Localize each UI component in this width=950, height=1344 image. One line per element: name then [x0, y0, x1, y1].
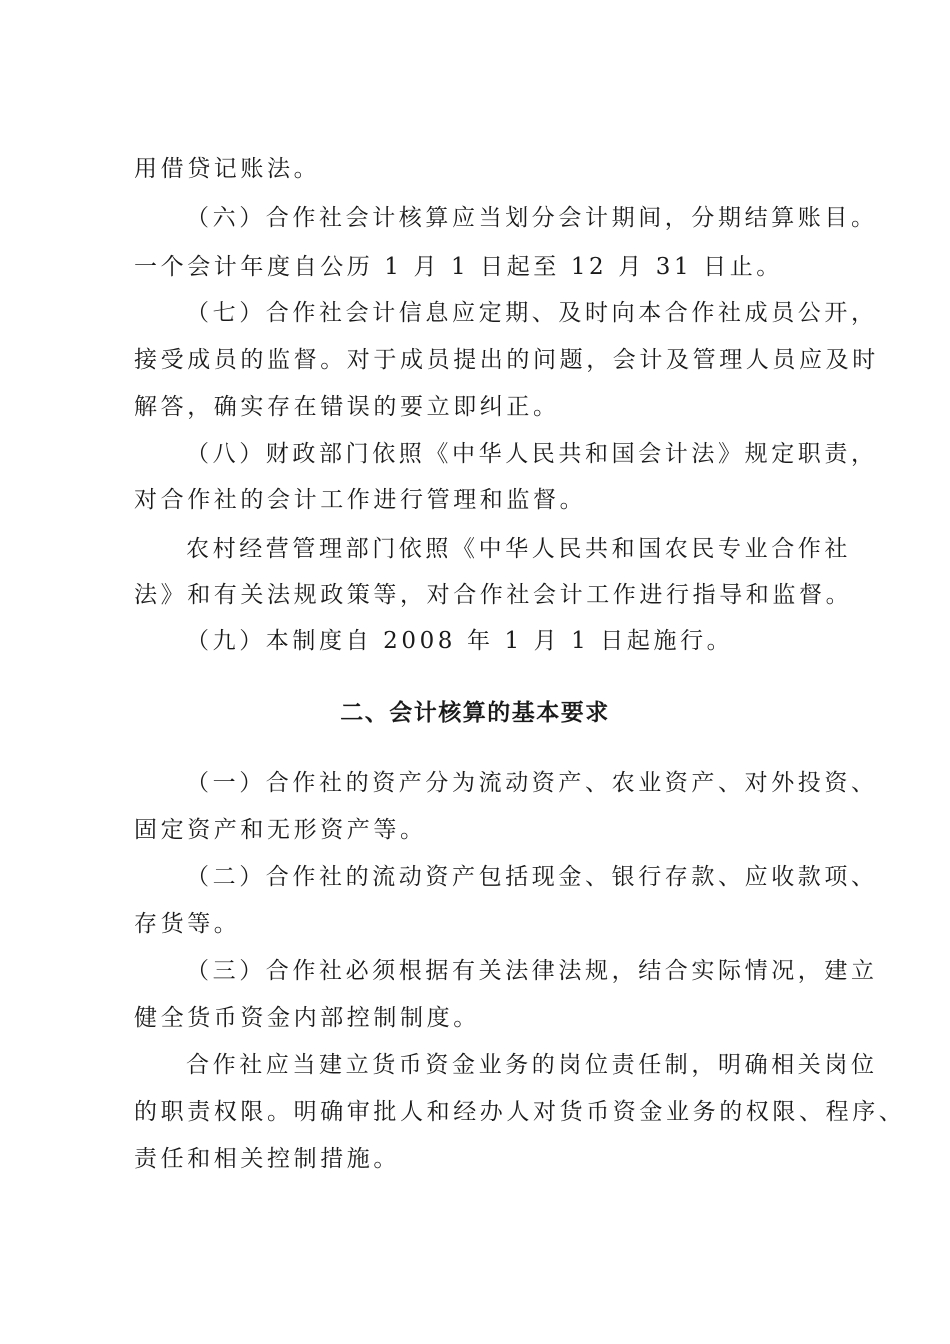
paragraph-line: （六）合作社会计核算应当划分会计期间，分期结算账目。	[186, 205, 878, 231]
section-heading: 二、会计核算的基本要求	[340, 700, 610, 726]
paragraph-line: 法》和有关法规政策等，对合作社会计工作进行指导和监督。	[134, 582, 853, 608]
paragraph-line: 固定资产和无形资产等。	[134, 817, 427, 843]
paragraph-line: 农村经营管理部门依照《中华人民共和国农民专业合作社	[186, 536, 851, 562]
paragraph-line: 合作社应当建立货币资金业务的岗位责任制，明确相关岗位	[186, 1052, 878, 1078]
paragraph-line: 的职责权限。明确审批人和经办人对货币资金业务的权限、程序、	[134, 1099, 906, 1125]
paragraph-line: （三）合作社必须根据有关法律法规，结合实际情况，建立	[186, 958, 878, 984]
paragraph-line: 解答，确实存在错误的要立即纠正。	[134, 394, 560, 420]
paragraph-line: 一个会计年度自公历 1 月 1 日起至 12 月 31 日止。	[134, 254, 783, 280]
paragraph-line: 用借贷记账法。	[134, 156, 321, 182]
paragraph-line: （一）合作社的资产分为流动资产、农业资产、对外投资、	[186, 770, 878, 796]
paragraph-line: （七）合作社会计信息应定期、及时向本合作社成员公开，	[186, 300, 878, 326]
paragraph-line: （九）本制度自 2008 年 1 月 1 日起施行。	[186, 628, 734, 654]
paragraph-line: 接受成员的监督。对于成员提出的问题，会计及管理人员应及时	[134, 347, 879, 373]
paragraph-line: 存货等。	[134, 911, 241, 937]
paragraph-line: （二）合作社的流动资产包括现金、银行存款、应收款项、	[186, 864, 878, 890]
paragraph-line: 对合作社的会计工作进行管理和监督。	[134, 487, 587, 513]
paragraph-line: 健全货币资金内部控制制度。	[134, 1005, 480, 1031]
paragraph-line: （八）财政部门依照《中华人民共和国会计法》规定职责，	[186, 441, 878, 467]
paragraph-line: 责任和相关控制措施。	[134, 1146, 400, 1172]
